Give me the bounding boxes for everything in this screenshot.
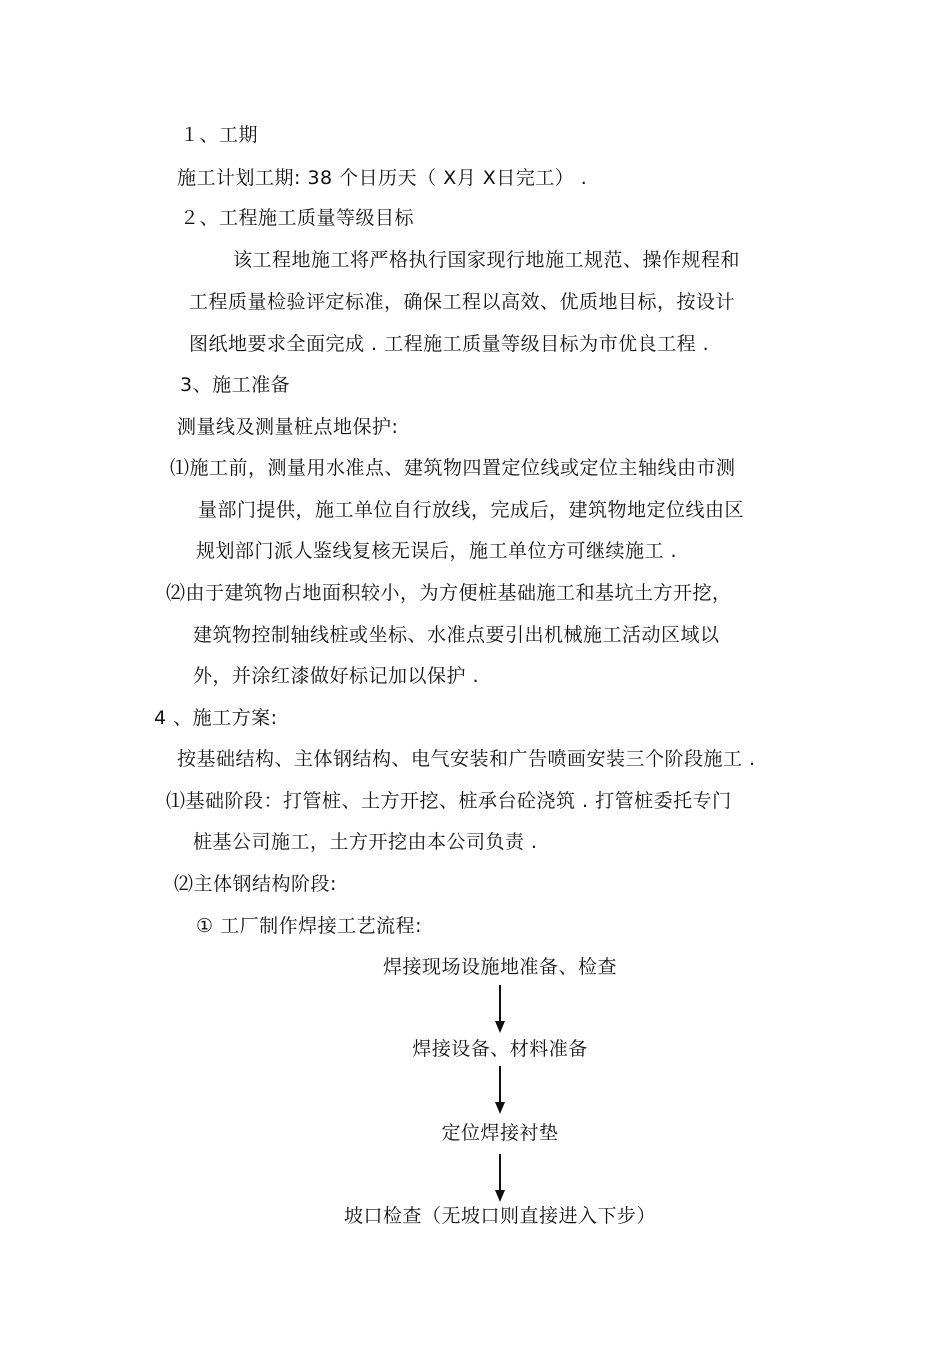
section-1-body: 施工计划工期: 38 个日历天（ X月 X日完工） . xyxy=(177,167,588,189)
flow-arrow-down-icon xyxy=(494,985,506,1033)
flow-step-2: 焊接设备、材料准备 xyxy=(412,1038,588,1060)
section-4-title: 4 、施工方案: xyxy=(154,707,278,729)
section-3-title: 3、施工准备 xyxy=(180,374,291,396)
section-3-item-1-line-2: 量部门提供，施工单位自行放线，完成后，建筑物地定位线由区 xyxy=(198,499,745,521)
section-4-intro: 按基础结构、主体钢结构、电气安装和广告喷画安装三个阶段施工 . xyxy=(177,748,756,770)
flow-step-1: 焊接现场设施地准备、检查 xyxy=(382,956,617,978)
section-3-item-1-line-1: ⑴施工前，测量用水准点、建筑物四置定位线或定位主轴线由市测 xyxy=(170,457,736,479)
section-4-item-2: ⑵主体钢结构阶段: xyxy=(174,873,337,895)
section-2-paragraph-line-1: 该工程地施工将严格执行国家现行地施工规范、操作规程和 xyxy=(233,249,741,271)
flow-step-3: 定位焊接衬垫 xyxy=(441,1122,559,1144)
section-3-item-1-line-3: 规划部门派人鉴线复核无误后，施工单位方可继续施工 . xyxy=(196,540,678,562)
flow-arrow-down-icon xyxy=(494,1066,506,1114)
section-4-item-1-line-2: 桩基公司施工，土方开挖由本公司负责 . xyxy=(193,831,538,853)
section-3-item-2-line-1: ⑵由于建筑物占地面积较小，为方便桩基础施工和基坑土方开挖， xyxy=(166,582,732,604)
section-2-title: ２、工程施工质量等级目标 xyxy=(180,207,415,229)
section-4-item-2-subitem: ① 工厂制作焊接工艺流程: xyxy=(196,915,422,937)
flow-step-4: 坡口检查（无坡口则直接进入下步） xyxy=(343,1205,656,1227)
section-3-item-2-line-3: 外，并涂红漆做好标记加以保护 . xyxy=(193,665,480,687)
section-4-item-1-line-1: ⑴基础阶段：打管桩、土方开挖、桩承台砼浇筑 . 打管桩委托专门 xyxy=(166,790,732,812)
section-2-paragraph-line-2: 工程质量检验评定标准，确保工程以高效、优质地目标，按设计 xyxy=(189,291,736,313)
section-1-title: １、工期 xyxy=(180,124,259,146)
flow-arrow-down-icon xyxy=(494,1154,506,1202)
section-2-paragraph-line-3: 图纸地要求全面完成 . 工程施工质量等级目标为市优良工程 . xyxy=(189,333,710,355)
section-3-item-2-line-2: 建筑物控制轴线桩或坐标、水准点要引出机械施工活动区域以 xyxy=(193,624,720,646)
section-3-subtitle: 测量线及测量桩点地保护: xyxy=(177,416,399,438)
